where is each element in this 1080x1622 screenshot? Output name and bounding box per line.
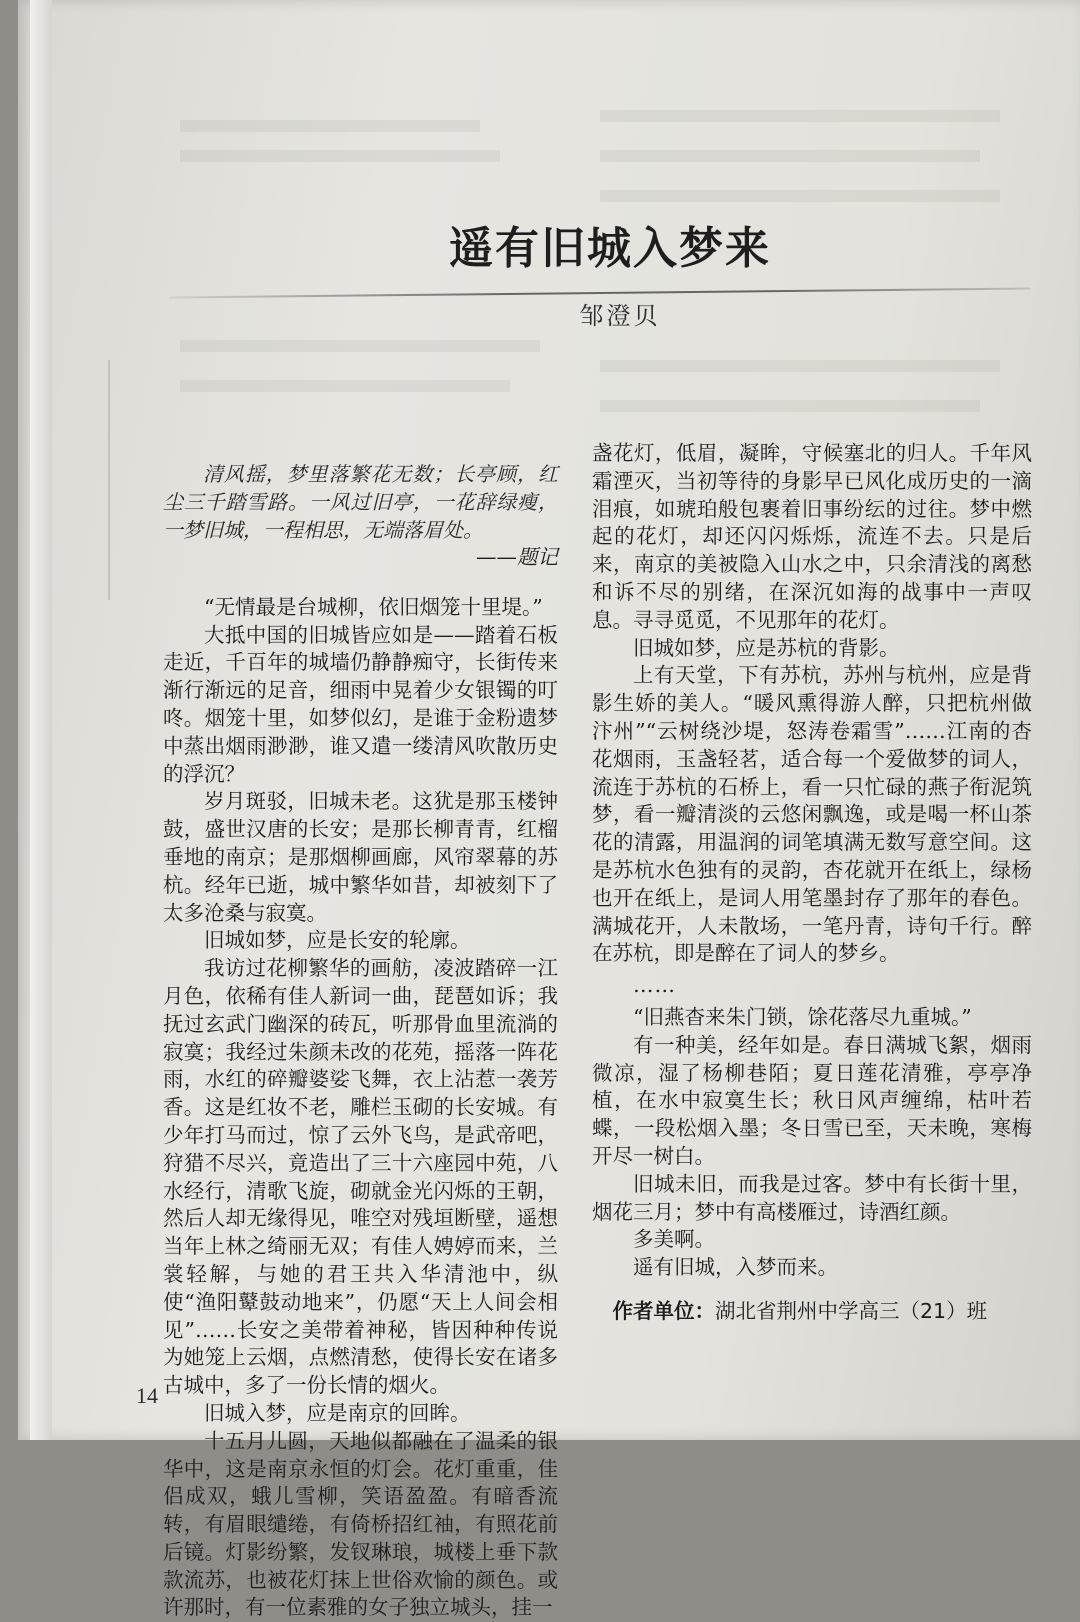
section-ellipsis: …… [633,973,676,998]
page-edge [30,0,52,1440]
section-lead: 旧城如梦，应是苏杭的背影。 [633,635,900,660]
closing-line: 遥有旧城，入梦而来。 [633,1255,838,1280]
epigraph-signature: ——题记 [476,545,558,569]
page-number: 14 [136,1383,158,1408]
affiliation-value: 湖北省荆州中学高三（21）班 [715,1298,988,1323]
section-lead: 旧城入梦，应是南京的回眸。 [204,1400,471,1425]
right-column [592,440,1032,1326]
body-paragraph: 有一种美，经年如是。春日满城飞絮，烟雨微凉，湿了杨柳巷陌；夏日莲花清雅，亭亭净植，在水中寂寞生长；秋日风声缠绵，枯叶若蝶，一段松烟入墨；冬日雪已至，天未晚，寒梅开尽一树白。 [592,1032,1032,1168]
left-column [163,460,558,1622]
body-paragraph: “无情最是台城柳，依旧烟笼十里堤。” [204,594,543,619]
author-affiliation [592,1298,1032,1326]
section-lead: 旧城如梦，应是长安的轮廓。 [204,928,471,953]
author-name: 邹澄贝 [579,302,661,330]
body-paragraph: 我访过花柳繁华的画舫，凌波踏碎一江月色，依稀有佳人新词一曲，琵琶如诉；我抚过玄武门幽深的砖瓦，听那骨血里流淌的寂寞；我经过朱颜未改的花苑，摇落一阵花雨，水红的碎瓣婆娑飞舞，衣上沾惹一袭芳香。这是红妆不老，雕栏玉砌的长安城。有少年打马而过，惊了云外飞鸟，是武帝吧，狩猎不尽兴，竟造出了三十六座园中苑，八水经行，清歌飞旋，砌就金光闪烁的王朝，然后人却无缘得见，唯空对残垣断壁，遥想当年上林之绮丽无双；有佳人娉婷而来，兰裳轻解，与她的君王共入华清池中，纵使“渔阳鼙鼓动地来”，仍愿“天上人间会相见”……长安之美带着神秘，皆因种种传说为她笼上云烟，点燃清愁，使得长安在诸多古城中，多了一份长情的烟火。 [163,956,558,1398]
quote-line: “旧燕杳来朱门锁，馀花落尽九重城。” [633,1004,972,1029]
article-title: 遥有旧城入梦来 [449,223,771,274]
body-paragraph-continued: 盏花灯，低眉，凝眸，守候塞北的归人。千年风霜湮灭，当初等待的身影早已风化成历史的一滴泪痕，如琥珀般包裹着旧事纷纭的过往。梦中燃起的花灯，却还闪闪烁烁，流连不去。只是后来，南京的美被隐入山水之中，只余清浅的离愁和诉不尽的别绪，在深沉如海的战事中一声叹息。寻寻觅觅，不见那年的花灯。 [592,441,1032,632]
body-paragraph: 多美啊。 [633,1227,715,1252]
epigraph: 清风摇，梦里落繁花无数；长亭顾，红尘三千踏雪路。一风过旧亭，一花辞绿瘦，一梦旧城，一程相思，无端落眉处。 [163,462,558,542]
body-paragraph: 岁月斑驳，旧城未老。这犹是那玉楼钟鼓，盛世汉唐的长安；是那长柳青青，红榴垂地的南京；是那烟柳画廊，风帘翠幕的苏杭。经年已逝，城中繁华如昔，却被刻下了太多沧桑与寂寞。 [163,789,558,925]
body-paragraph: 上有天堂，下有苏杭，苏州与杭州，应是背影生娇的美人。“暖风熏得游人醉，只把杭州做汴州”“云树绕沙堤，怒涛卷霜雪”……江南的杏花烟雨，玉盏轻茗，适合每一个爱做梦的词人，流连于苏杭的石桥上，看一只忙碌的燕子衔泥筑梦，看一瓣清淡的云悠闲飘逸，或是喝一杯山茶花的清露，用温润的词笔填满无数写意空间。这是苏杭水色独有的灵韵，杏花就开在纸上，绿杨也开在纸上，是词人用笔墨封存了那年的春色。满城花开，人未散场，一笔丹青，诗句千行。醉在苏杭，即是醉在了词人的梦乡。 [592,663,1032,966]
margin-shadow [108,360,130,600]
body-paragraph: 旧城未旧，而我是过客。梦中有长街十里，烟花三月；梦中有高楼雁过，诗酒红颜。 [592,1171,1032,1224]
affiliation-label: 作者单位： [612,1298,715,1323]
body-paragraph: 十五月儿圆，天地似都融在了温柔的银华中，这是南京永恒的灯会。花灯重重，佳侣成双，蛾儿雪柳，笑语盈盈。有暗香流转，有眉眼缱绻，有倚桥招红袖，有照花前后镜。灯影纷繁，发钗琳琅，城楼上垂下款款流苏，也被花灯抹上世俗欢愉的颜色。或许那时，有一位素雅的女子独立城头，挂一 [163,1428,558,1620]
body-paragraph: 大抵中国的旧城皆应如是——踏着石板走近，千百年的城墙仍静静痴守，长街传来渐行渐远的足音，细雨中晃着少女银镯的叮咚。烟笼十里，如梦似幻，是谁于金粉遗梦中蒸出烟雨渺渺，谁又遣一缕清风吹散历史的浮沉？ [163,622,558,786]
